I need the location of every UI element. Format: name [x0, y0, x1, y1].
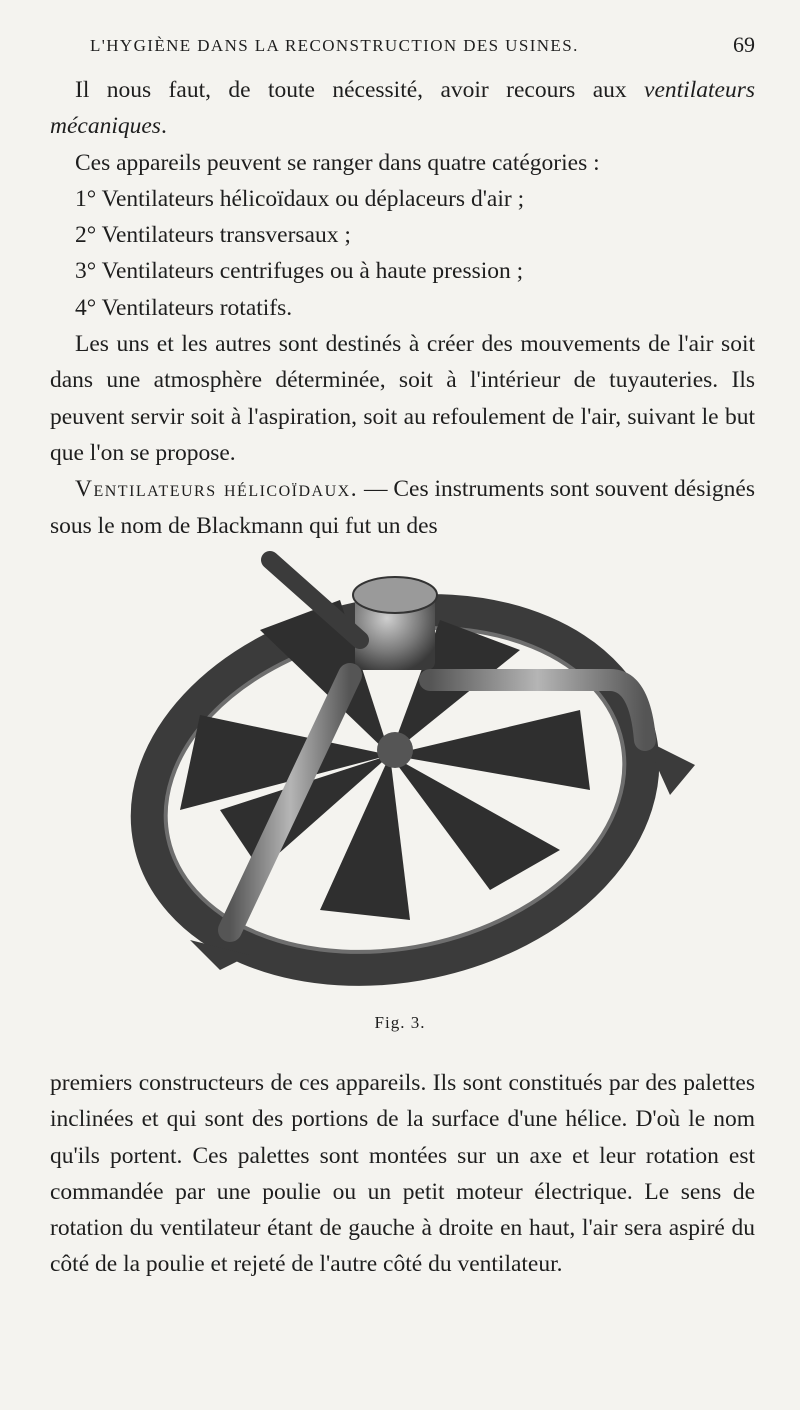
list-item: 1° Ventilateurs hélicoïdaux ou déplaceurs d'air ;	[75, 185, 525, 212]
body-text-top	[50, 72, 755, 544]
list-item: 2° Ventilateurs transversaux ;	[75, 222, 351, 249]
paragraph-helicoidal: Ventilateurs hélicoïdaux. — Ces instruments sont souvent désignés sous le nom de Blackmann qui fut un des	[50, 476, 755, 539]
page-header	[90, 32, 755, 62]
running-title: L'HYGIÈNE DANS LA RECONSTRUCTION DES USINES.	[90, 36, 579, 55]
paragraph-continuation: premiers constructeurs de ces appareils. Ils sont constitués par des palettes inclinées et qui sont des portions de la surface d'une hélice. D'où le nom qu'ils portent. Ces palettes sont montées sur un axe et leur rotation est commandée par une poulie ou un petit moteur électrique. Le sens de rotation du ventilateur étant de gauche à droite en haut, l'air sera aspiré du côté de la poulie et rejeté de l'autre côté du ventilateur.	[50, 1070, 755, 1278]
page-number: 69	[733, 32, 755, 57]
section-heading: Ventilateurs hélicoïdaux.	[75, 476, 359, 503]
paragraph-intro: Il nous faut, de toute nécessité, avoir recours aux ventilateurs mécaniques.	[50, 77, 755, 140]
fan-illustration	[110, 540, 700, 990]
paragraph-categories: Ces appareils peuvent se ranger dans quatre catégories :	[75, 149, 600, 176]
italic-term: ventilateurs mécaniques	[50, 77, 755, 140]
list-item: 4° Ventilateurs rotatifs.	[75, 294, 293, 321]
paragraph-purpose: Les uns et les autres sont destinés à créer des mouvements de l'air soit dans une atmosphère déterminée, soit à l'intérieur de tuyauteries. Ils peuvent servir soit à l'aspiration, soit au refoulement de l'air, suivant le but que l'on se propose.	[50, 331, 755, 466]
list-item: 3° Ventilateurs centrifuges ou à haute pression ;	[75, 258, 524, 285]
figure-caption: Fig. 3.	[374, 1013, 426, 1032]
body-text-bottom	[50, 1065, 755, 1283]
